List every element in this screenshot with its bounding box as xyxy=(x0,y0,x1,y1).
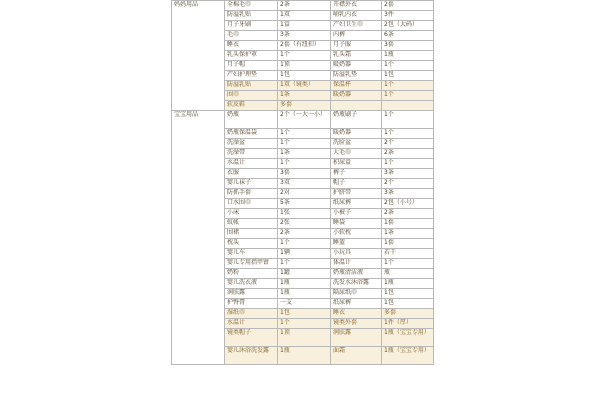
item-name-cell: 婴儿沐浴洗发露 xyxy=(225,347,278,365)
item-qty-cell: 1个 xyxy=(382,81,434,91)
item-qty-cell: 2个（一大一小） xyxy=(278,111,331,129)
item-qty-cell: 1双 xyxy=(278,11,331,21)
item-qty-cell: 1顶 xyxy=(278,329,331,347)
table-row xyxy=(172,111,434,129)
item-name-cell: 睡衣 xyxy=(225,41,278,51)
item-name-cell: 睡衣 xyxy=(331,309,382,319)
item-qty-cell: 1个 xyxy=(382,259,434,269)
item-name-cell: 乳头保护罩 xyxy=(225,51,278,61)
item-qty-cell: 1瓶 xyxy=(278,347,331,365)
item-qty-cell: 1个 xyxy=(278,139,331,149)
item-name-cell: 水温计 xyxy=(225,319,278,329)
item-qty-cell: 5条 xyxy=(278,199,331,209)
item-name-cell: 面霜 xyxy=(331,347,382,365)
item-qty-cell: 1辆 xyxy=(278,249,331,259)
item-name-cell: 小玩具 xyxy=(331,249,382,259)
item-qty-cell: 1瓶 xyxy=(382,279,434,289)
item-qty-cell: 3套 xyxy=(278,169,331,179)
item-name-cell: 护臀膏 xyxy=(225,299,278,309)
item-name-cell: 水温计 xyxy=(225,159,278,169)
item-qty-cell: 3双 xyxy=(278,179,331,189)
item-name-cell: 防溢乳贴 xyxy=(225,81,278,91)
item-qty-cell: 2套 xyxy=(382,1,434,11)
item-name-cell: 润肤露 xyxy=(225,289,278,299)
item-qty-cell: 多套 xyxy=(382,309,434,319)
item-name-cell: 产妇护理垫 xyxy=(225,71,278,81)
item-name-cell: 奶瓶清洁液 xyxy=(331,269,382,279)
item-qty-cell: 1个 xyxy=(382,111,434,129)
item-qty-cell: 1件（厚） xyxy=(382,319,434,329)
item-qty-cell: 1个 xyxy=(278,51,331,61)
item-name-cell: 睡篮 xyxy=(331,239,382,249)
item-name-cell: 裤子 xyxy=(331,169,382,179)
item-qty-cell: 1个 xyxy=(278,319,331,329)
item-name-cell: 保温杯 xyxy=(331,81,382,91)
item-name-cell: 奶瓶保温袋 xyxy=(225,129,278,139)
item-name-cell: 小被子 xyxy=(331,209,382,219)
item-name-cell: 奶瓶 xyxy=(225,111,278,129)
item-name-cell: 睡袋 xyxy=(331,219,382,229)
item-name-cell: 围巾 xyxy=(225,91,278,101)
item-qty-cell: 1盒 xyxy=(278,21,331,31)
section-title: 宝宝用品 xyxy=(172,111,225,365)
item-qty-cell: 1罐 xyxy=(278,269,331,279)
item-qty-cell: 2包（小号） xyxy=(382,199,434,209)
item-qty-cell: 3套 xyxy=(382,41,434,51)
item-name-cell: 枕头 xyxy=(225,239,278,249)
item-name-cell: 开襟外衣 xyxy=(331,1,382,11)
item-name-cell: 哺乳内衣 xyxy=(331,11,382,21)
item-qty-cell: 1个 xyxy=(382,129,434,139)
item-qty-cell: 3条 xyxy=(382,169,434,179)
item-qty-cell: 1个 xyxy=(382,91,434,101)
item-qty-cell: 一支 xyxy=(278,299,331,309)
item-name-cell: 护脐带 xyxy=(331,189,382,199)
item-qty-cell: 2对 xyxy=(278,189,331,199)
item-qty-cell: 2包（大码） xyxy=(382,21,434,31)
document-page xyxy=(171,0,433,365)
item-qty-cell: 1个 xyxy=(382,61,434,71)
item-qty-cell: 2条 xyxy=(278,229,331,239)
item-name-cell: 婴儿洗衣液 xyxy=(225,279,278,289)
item-qty-cell: 多套 xyxy=(278,101,331,111)
item-qty-cell: 3条 xyxy=(382,189,434,199)
item-name-cell: 湿纸巾 xyxy=(225,309,278,319)
item-name-cell: 月子服 xyxy=(331,41,382,51)
item-name-cell: 洗脸盆 xyxy=(331,139,382,149)
item-qty-cell: 1双（镜类） xyxy=(278,81,331,91)
item-qty-cell: 1个 xyxy=(382,159,434,169)
item-name-cell: 婴儿专用指甲钳 xyxy=(225,259,278,269)
item-name-cell: 防溢乳垫 xyxy=(331,71,382,81)
item-name-cell: 纸尿裤 xyxy=(331,299,382,309)
item-qty-cell: 1瓶 xyxy=(278,279,331,289)
item-qty-cell: 1条 xyxy=(382,229,434,239)
item-qty-cell: 2张 xyxy=(278,219,331,229)
item-name-cell: 体温计 xyxy=(331,259,382,269)
item-name-cell: 洗发水沐浴露 xyxy=(331,279,382,289)
item-qty-cell: 1个 xyxy=(278,159,331,169)
item-qty-cell: 6条 xyxy=(382,31,434,41)
item-name-cell: 月子牙刷 xyxy=(225,21,278,31)
item-name-cell: 内裤 xyxy=(331,31,382,41)
item-name-cell: 镜类外套 xyxy=(331,319,382,329)
item-name-cell: 奶瓶刷子 xyxy=(331,111,382,129)
item-qty-cell: 1包 xyxy=(382,289,434,299)
item-qty-cell: 3件 xyxy=(382,11,434,21)
item-name-cell: 暖奶器 xyxy=(331,129,382,139)
item-name-cell: 产妇卫生巾 xyxy=(331,21,382,31)
item-qty-cell: 1包 xyxy=(382,299,434,309)
item-name-cell: 婴儿袜子 xyxy=(225,179,278,189)
item-qty-cell: 1个 xyxy=(278,129,331,139)
item-qty-cell: 瓶 xyxy=(382,269,434,279)
item-qty-cell: 2个 xyxy=(382,139,434,149)
item-name-cell: 口水围巾 xyxy=(225,199,278,209)
item-qty-cell: 2条 xyxy=(278,1,331,11)
item-name-cell: 洗澡带 xyxy=(225,149,278,159)
item-qty-cell: 2条 xyxy=(382,149,434,159)
item-name-cell: 防抓手套 xyxy=(225,189,278,199)
item-qty-cell: 1顶 xyxy=(278,61,331,71)
item-qty-cell: 2套（有纽扣） xyxy=(278,41,331,51)
item-name-cell: 暖奶器 xyxy=(331,91,382,101)
item-name-cell: 大毛巾 xyxy=(331,149,382,159)
table-row xyxy=(172,1,434,11)
item-qty-cell: 1条 xyxy=(278,149,331,159)
item-qty-cell: 1个 xyxy=(278,239,331,249)
item-name-cell: 围裙 xyxy=(225,229,278,239)
section-title: 妈妈用品 xyxy=(172,1,225,111)
item-qty-cell: 3条 xyxy=(278,31,331,41)
item-name-cell: 蚊帐 xyxy=(225,219,278,229)
supplies-table xyxy=(171,0,434,365)
item-name-cell: 防溢乳贴 xyxy=(225,11,278,21)
item-name-cell: 奶粉 xyxy=(225,269,278,279)
item-qty-cell: 1包 xyxy=(382,71,434,81)
item-name-cell: 帽子 xyxy=(331,179,382,189)
item-name-cell: 衣服 xyxy=(225,169,278,179)
item-name-cell: 隔尿纸巾 xyxy=(331,289,382,299)
item-qty-cell: 1包 xyxy=(278,309,331,319)
item-name-cell: 月子帽 xyxy=(225,61,278,71)
item-qty-cell: 2条 xyxy=(382,209,434,219)
item-name-cell: 软皮鞋 xyxy=(225,101,278,111)
item-name-cell: 吸奶器 xyxy=(331,61,382,71)
item-name-cell xyxy=(331,101,382,111)
item-qty-cell: 1瓶（宝宝专用） xyxy=(382,347,434,365)
item-qty-cell: 2个 xyxy=(382,179,434,189)
item-name-cell: 纸尿裤 xyxy=(331,199,382,209)
item-qty-cell: 1瓶 xyxy=(382,51,434,61)
item-qty-cell: 1条 xyxy=(278,91,331,101)
item-name-cell: 洗澡盆 xyxy=(225,139,278,149)
item-qty-cell: 若干 xyxy=(382,249,434,259)
item-name-cell: 小床 xyxy=(225,209,278,219)
item-qty-cell xyxy=(382,101,434,111)
item-name-cell: 乳头霜 xyxy=(331,51,382,61)
item-name-cell: 小软枕 xyxy=(331,229,382,239)
item-qty-cell: 1套 xyxy=(382,219,434,229)
item-qty-cell: 1张 xyxy=(278,209,331,219)
item-name-cell: 毛巾 xyxy=(225,31,278,41)
item-name-cell: 积尿盒 xyxy=(331,159,382,169)
item-qty-cell: 1套 xyxy=(382,239,434,249)
item-name-cell: 润肤露 xyxy=(331,329,382,347)
item-qty-cell: 1个 xyxy=(278,259,331,269)
item-qty-cell: 1瓶（宝宝专用） xyxy=(382,329,434,347)
item-name-cell: 婴儿车 xyxy=(225,249,278,259)
item-name-cell: 镜类帽子 xyxy=(225,329,278,347)
item-qty-cell: 1瓶 xyxy=(278,289,331,299)
item-name-cell: 全棉毛巾 xyxy=(225,1,278,11)
item-qty-cell: 1包 xyxy=(278,71,331,81)
